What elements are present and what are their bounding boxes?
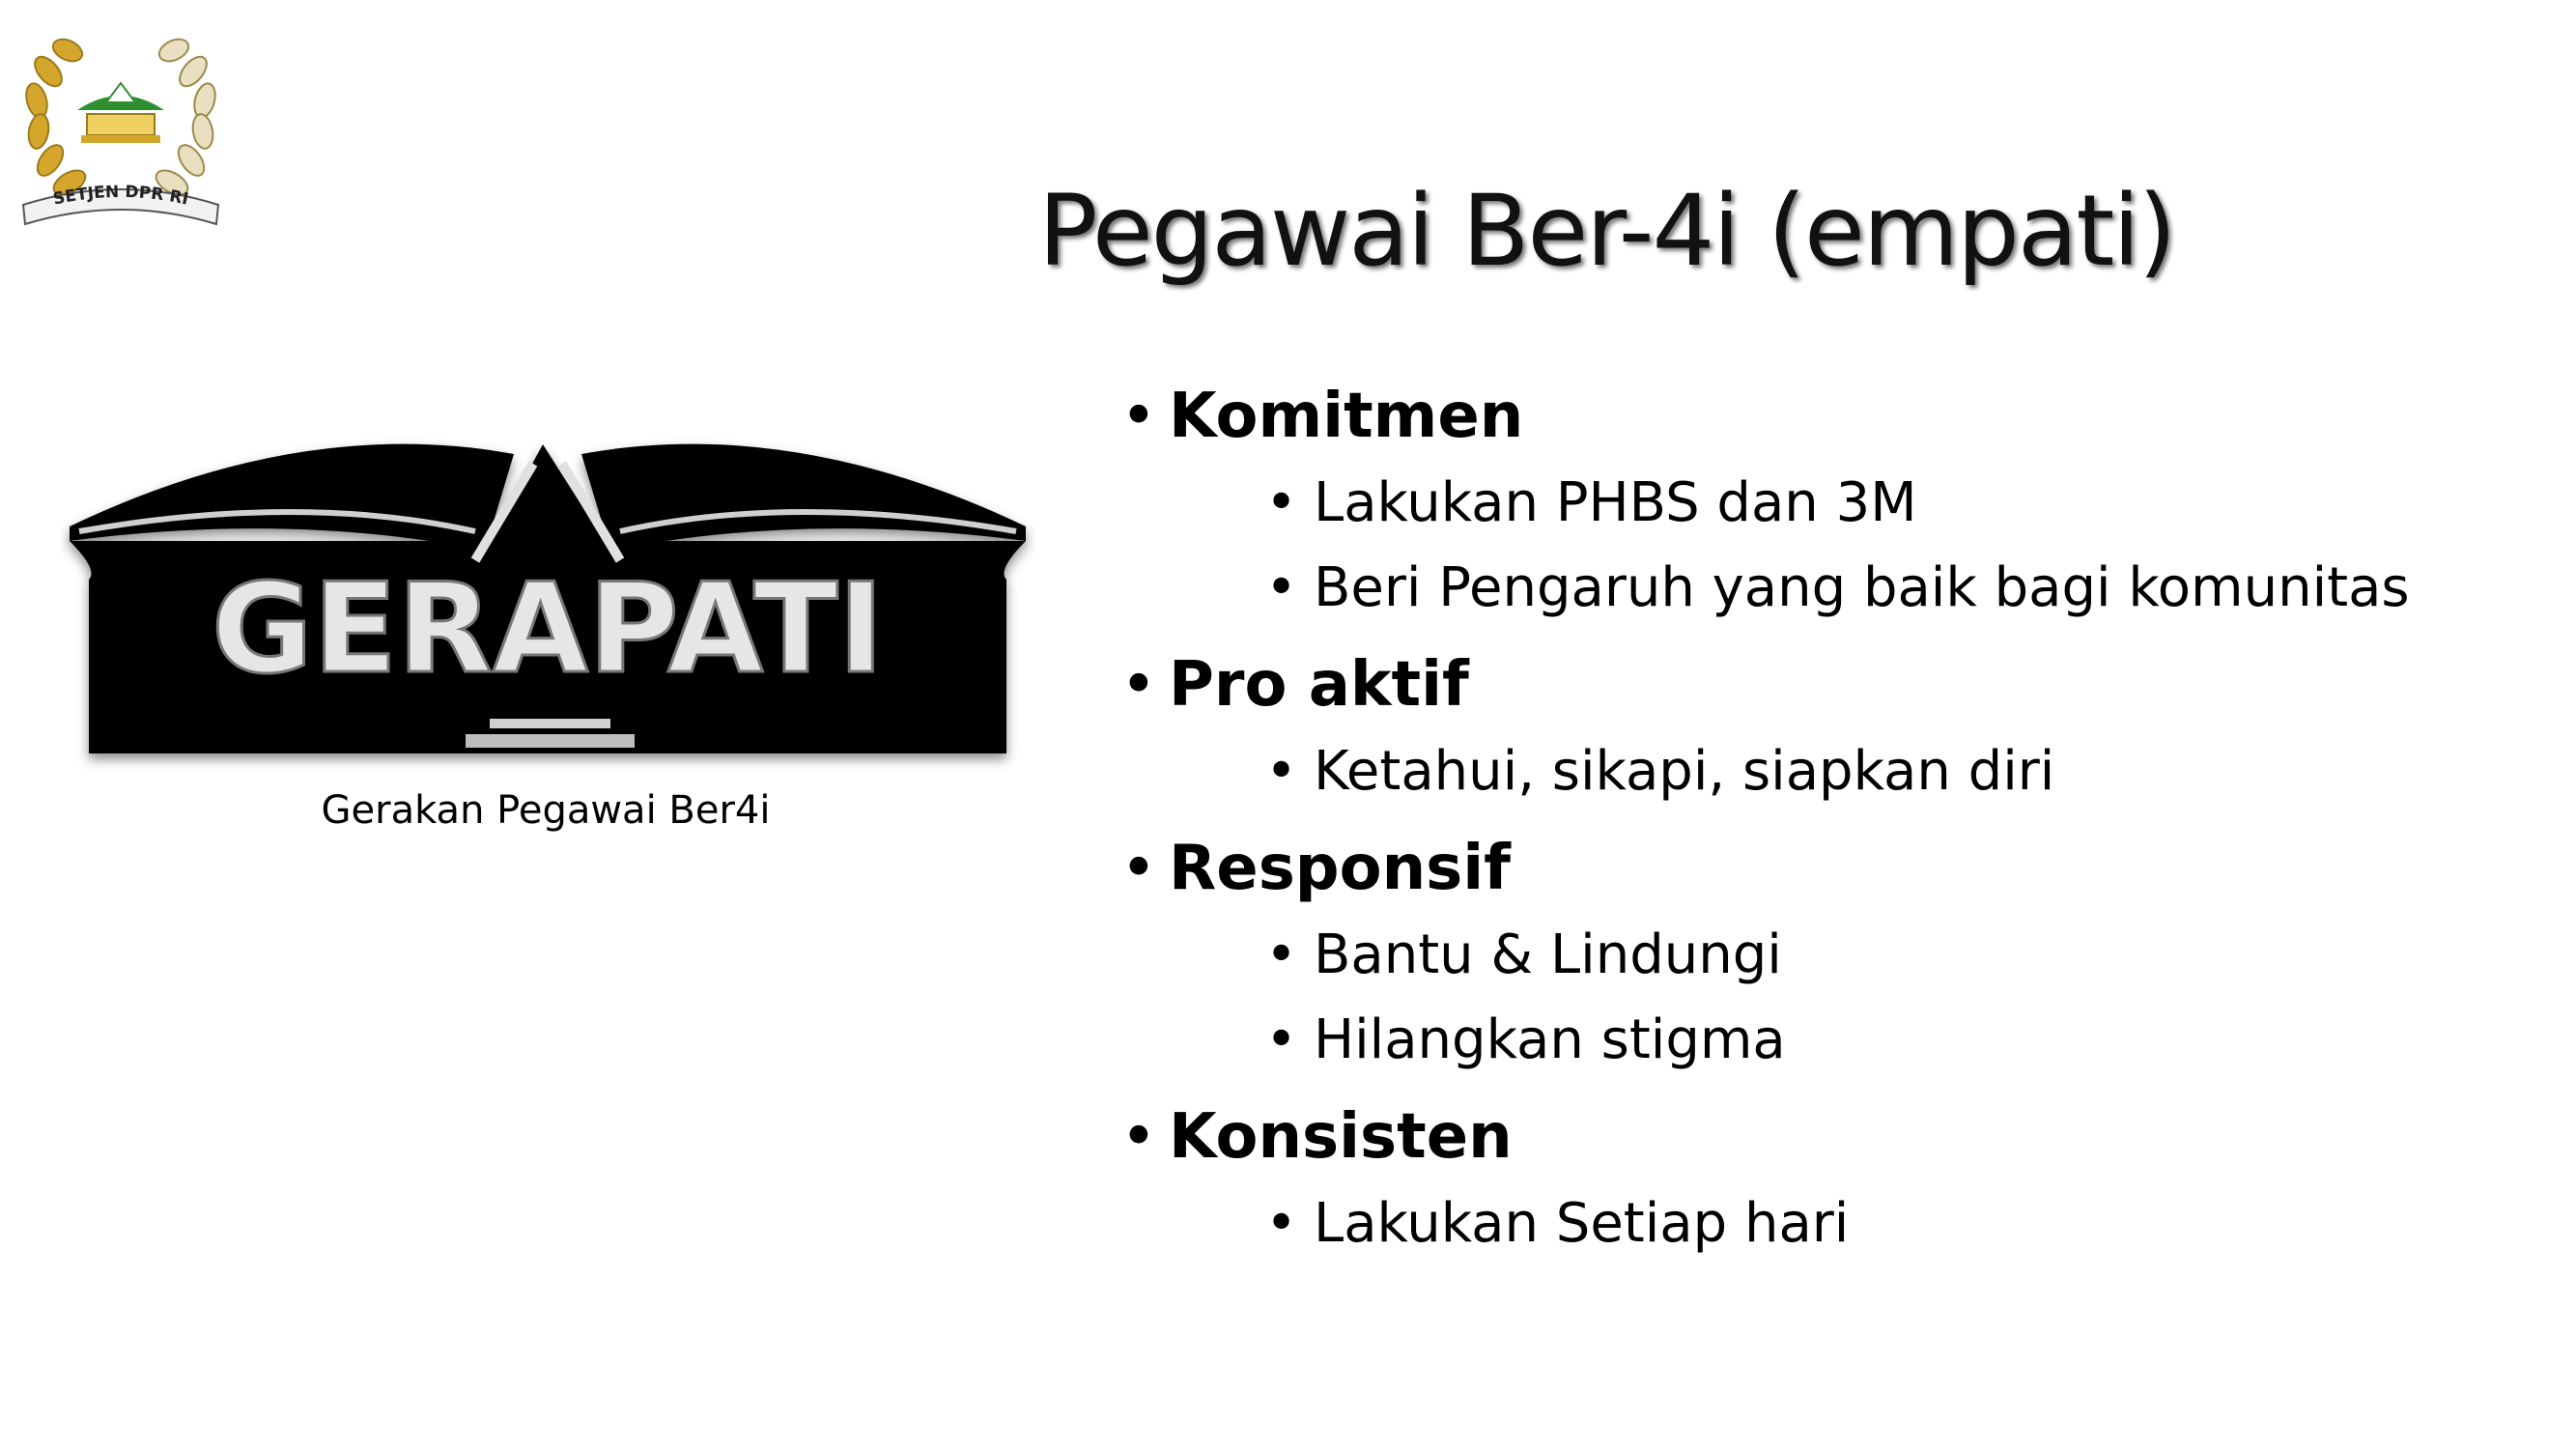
bullet-dot: •: [1120, 649, 1157, 721]
bullet-responsif: [1120, 824, 2550, 1083]
logo-caption: Gerakan Pegawai Ber4i: [321, 788, 771, 833]
bullet-dot: •: [1120, 833, 1157, 904]
sub-bullet-dot: •: [1265, 1192, 1298, 1255]
bullet-label: Komitmen: [1169, 381, 1524, 452]
bullet-pro-aktif: [1120, 640, 2550, 814]
bullet-label: Konsisten: [1169, 1101, 1513, 1173]
sub-bullet-dot: •: [1265, 740, 1298, 803]
sub-bullet-dot: •: [1265, 556, 1298, 619]
sub-bullet-text: Lakukan Setiap hari: [1314, 1192, 1850, 1255]
sub-bullet: [1169, 1181, 2550, 1266]
bullet-list: [1120, 372, 2550, 1266]
sub-bullet: [1169, 729, 2550, 814]
bullet-dot: •: [1120, 381, 1157, 452]
sub-bullet: [1169, 461, 2550, 546]
bullet-konsisten: [1120, 1093, 2550, 1266]
setjen-dpr-emblem: [10, 14, 232, 231]
sub-bullet: [1169, 546, 2550, 631]
emblem-label: SETJEN DPR RI: [51, 182, 190, 210]
sub-bullet-text: Ketahui, sikapi, siapkan diri: [1314, 740, 2055, 803]
gerapati-text: GERAPATI: [211, 557, 885, 701]
sub-bullet-text: Lakukan PHBS dan 3M: [1314, 471, 1917, 534]
sub-bullet: [1169, 998, 2550, 1083]
bullet-dot: •: [1120, 1101, 1157, 1173]
bullet-komitmen: [1120, 372, 2550, 631]
bullet-label: Responsif: [1169, 833, 1511, 904]
bullet-label: Pro aktif: [1169, 649, 1469, 721]
sub-bullet-dot: •: [1265, 471, 1298, 534]
slide-title: Pegawai Ber-4i (empati): [1038, 174, 2175, 289]
sub-bullet-text: Bantu & Lindungi: [1314, 923, 1782, 986]
gerapati-logo: [60, 435, 1035, 773]
sub-bullet-text: Hilangkan stigma: [1314, 1009, 1786, 1071]
sub-bullet-text: Beri Pengaruh yang baik bagi komunitas: [1314, 556, 2410, 619]
sub-bullet: [1169, 913, 2550, 998]
sub-bullet-dot: •: [1265, 923, 1298, 986]
sub-bullet-dot: •: [1265, 1009, 1298, 1071]
